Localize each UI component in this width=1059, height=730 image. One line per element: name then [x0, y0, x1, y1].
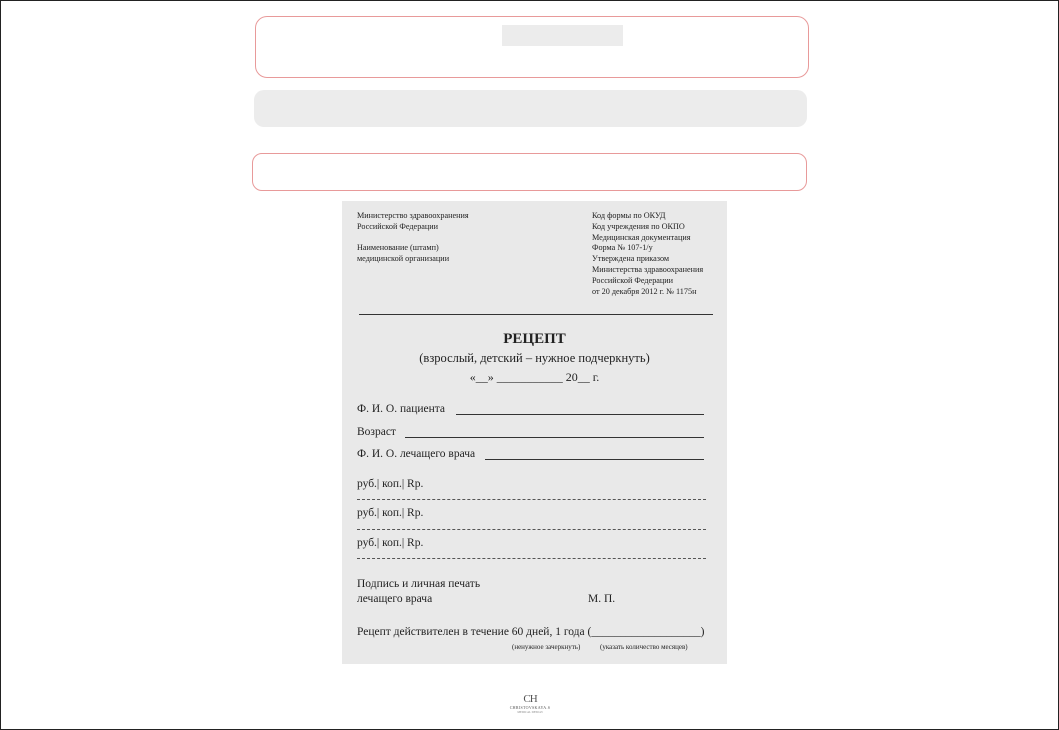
prescription-form	[342, 201, 727, 664]
note-cross-out: (ненужное зачеркнуть)	[512, 643, 581, 651]
date-line: «__» ___________ 20__ г.	[469, 370, 600, 384]
outlined-bar	[252, 153, 807, 191]
patient-fill-line	[456, 414, 704, 415]
age-fill-line	[405, 437, 704, 438]
form-title: РЕЦЕПТ	[503, 331, 566, 347]
header-right-line: Код учреждения по ОКПО	[592, 221, 685, 231]
doctor-label: Ф. И. О. лечащего врача	[357, 448, 476, 460]
note-months: (указать количество месяцев)	[600, 643, 688, 651]
validity-text: Рецепт действителен в течение 60 дней, 1 года (___________________)	[357, 626, 705, 638]
header-right-line: Министерства здравоохранения	[592, 264, 704, 274]
brand-logo	[504, 693, 556, 714]
form-subtitle: (взрослый, детский – нужное подчеркнуть)	[419, 351, 650, 365]
header-right-line: Российской Федерации	[592, 275, 674, 285]
header-right-line: Код формы по ОКУД	[592, 211, 666, 220]
logo-tagline: MEDICAL DESIGN	[517, 710, 543, 714]
header-right-line: Медицинская документация	[592, 232, 691, 242]
header-right-line: Утверждена приказом	[592, 254, 670, 264]
header-left-line: Министерство здравоохранения	[357, 211, 469, 220]
header-left-line: Наименование (штамп)	[357, 243, 439, 253]
rp-line-1: руб.| коп.| Rp.	[357, 478, 424, 490]
logo-name: CHRISTOVSKAYA.S	[509, 705, 551, 710]
doctor-fill-line	[485, 459, 704, 460]
header-right	[592, 211, 727, 297]
header-divider	[359, 314, 713, 315]
rp-separator-3	[357, 558, 706, 559]
header-left-line	[357, 233, 517, 244]
stamp-label: М. П.	[588, 593, 616, 605]
logo-mark: CH	[523, 693, 537, 705]
header-left	[357, 211, 517, 265]
header-left-line: медицинской организации	[357, 254, 450, 264]
age-label: Возраст	[357, 426, 396, 438]
signature-label-1: Подпись и личная печать	[357, 578, 481, 590]
placeholder-block	[502, 25, 623, 46]
rp-line-2: руб.| коп.| Rp.	[357, 507, 424, 519]
header-left-line: Российской Федерации	[357, 221, 439, 231]
header-right-line: от 20 декабря 2012 г. № 1175н	[592, 286, 697, 296]
patient-label: Ф. И. О. пациента	[357, 403, 446, 415]
gray-bar	[254, 90, 807, 127]
rp-line-3: руб.| коп.| Rp.	[357, 537, 424, 549]
top-banner-box	[255, 16, 809, 78]
signature-label-2: лечащего врача	[357, 593, 433, 605]
header-right-line: Форма № 107-1/у	[592, 243, 653, 253]
rp-separator-2	[357, 529, 706, 530]
rp-separator-1	[357, 499, 706, 500]
